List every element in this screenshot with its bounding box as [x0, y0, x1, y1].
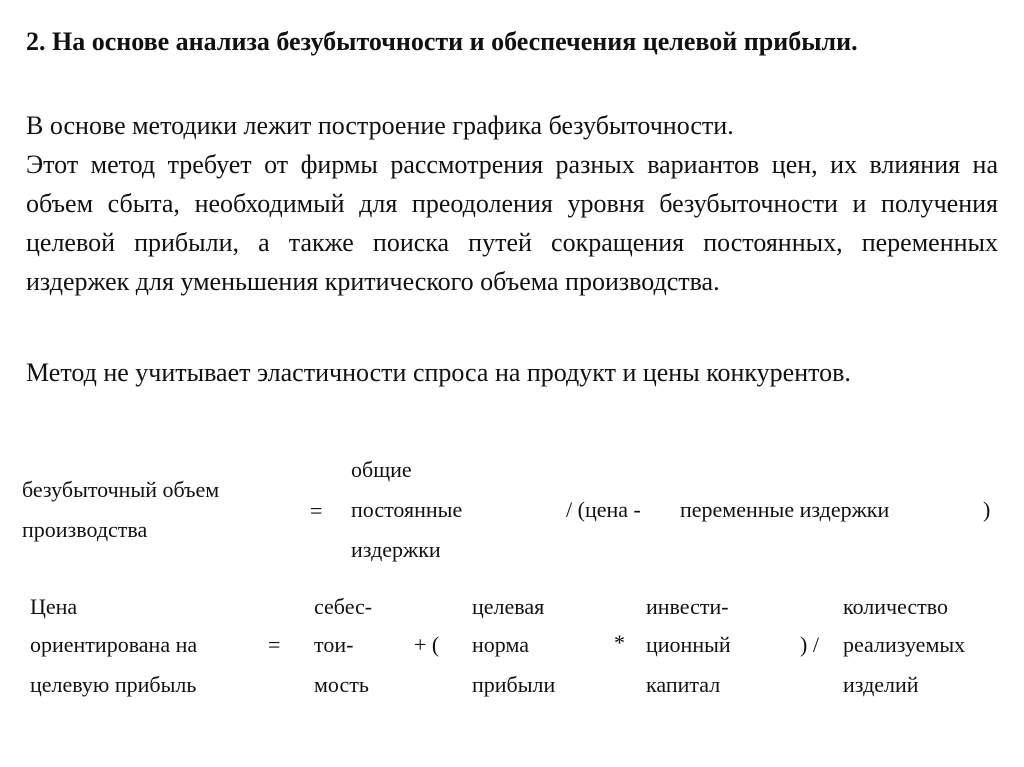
- f2-cost-line1: себес-: [314, 594, 373, 619]
- f1-fixed-line1: общие: [351, 457, 412, 482]
- f2-lhs-line3: целевую прибыль: [30, 672, 197, 697]
- f2-qty-line1: количество: [843, 594, 949, 619]
- f2-capital-line2: ционный: [646, 632, 731, 657]
- f2-multiply: *: [614, 630, 625, 655]
- f2-equals: =: [268, 632, 281, 657]
- f2-capital-line3: капитал: [646, 672, 721, 697]
- f2-plus-open: + (: [414, 632, 440, 657]
- f1-fixed-line3: издержки: [351, 537, 441, 562]
- f1-variable-costs: переменные издержки: [680, 497, 890, 522]
- paragraph-method-description: Этот метод требует от фирмы рассмотрения разных вариантов цен, их влияния на объем сбыта, необходимый для преодоления уровня безубыточности и получения целевой прибыли, а также поиска путей сокращения постоянных, переменных издержек для уменьшения критического объема производства.: [26, 150, 998, 296]
- f1-lhs-line1: безубыточный объем: [22, 477, 220, 502]
- f1-lhs-line2: производства: [22, 517, 148, 542]
- f2-qty-line3: изделий: [843, 672, 919, 697]
- f2-close-divide: ) /: [800, 632, 819, 657]
- f1-divide-price: / (цена -: [566, 497, 641, 522]
- f2-rate-line3: прибыли: [472, 672, 556, 697]
- f2-capital-line1: инвести-: [646, 594, 729, 619]
- paragraph-method-limitation: Метод не учитывает эластичности спроса на продукт и цены конкурентов.: [26, 358, 851, 387]
- f2-cost-line3: мость: [314, 672, 369, 697]
- f2-lhs-line1: Цена: [30, 594, 78, 619]
- f1-close-paren: ): [983, 497, 991, 522]
- f1-equals: =: [310, 498, 323, 523]
- section-heading: 2. На основе анализа безубыточности и обеспечения целевой прибыли.: [26, 27, 858, 56]
- f2-rate-line2: норма: [472, 632, 529, 657]
- paragraph-method-basis: В основе методики лежит построение графика безубыточности.: [26, 111, 734, 140]
- f2-rate-line1: целевая: [472, 594, 545, 619]
- f2-cost-line2: тои-: [314, 632, 354, 657]
- f2-lhs-line2: ориентирована на: [30, 632, 198, 657]
- f1-fixed-line2: постоянные: [351, 497, 463, 522]
- f2-qty-line2: реализуемых: [843, 632, 966, 657]
